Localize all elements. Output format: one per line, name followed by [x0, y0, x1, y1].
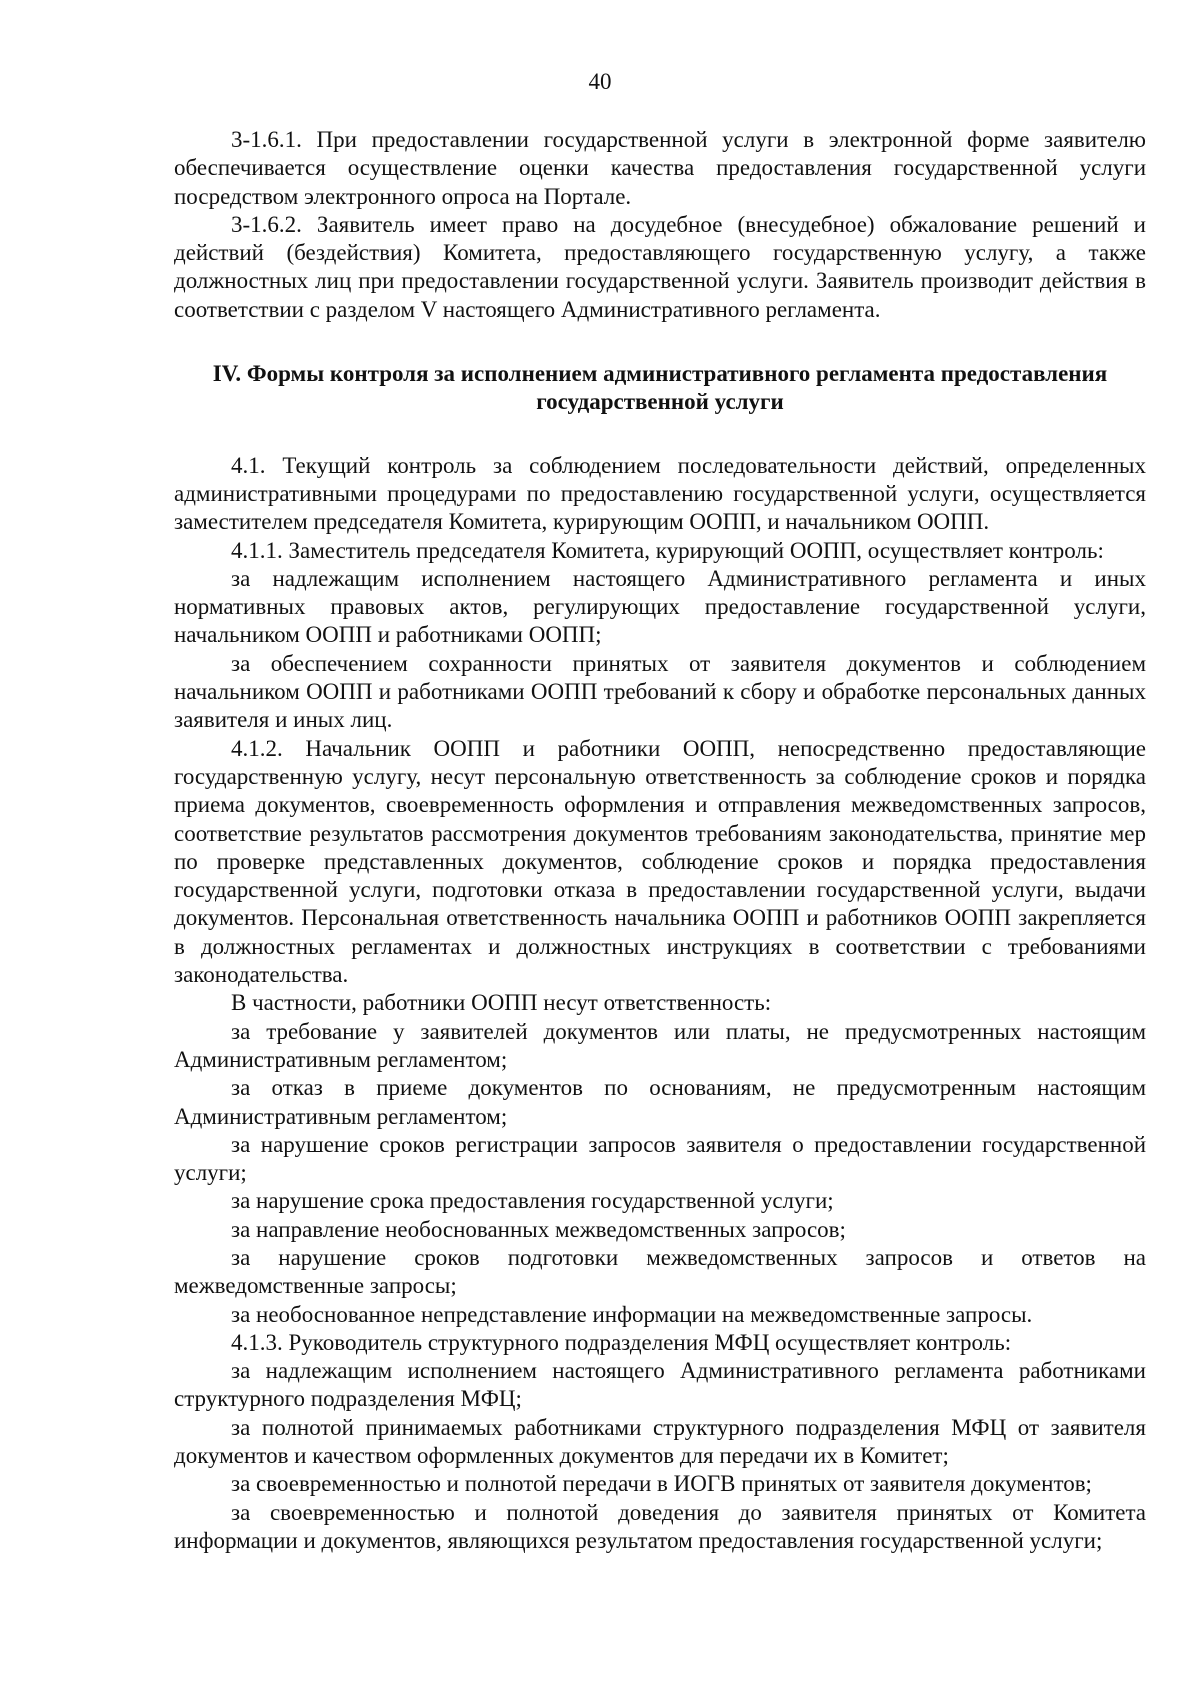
paragraph-3-1-6-2: 3-1.6.2. Заявитель имеет право на досудебное (внесудебное) обжалование решений и действий (бездействия) Комитета, предоставляющего государственную услугу, а также должностных лиц при предоставлении государственной услуги. Заявитель производит действия в соответствии с разделом V настоящего Административного регламента.	[174, 211, 1146, 322]
list-item: за необоснованное непредставление информации на межведомственные запросы.	[231, 1301, 1033, 1327]
list-item: за нарушение сроков подготовки межведомственных запросов и ответов на межведомственные запросы;	[174, 1244, 1146, 1299]
paragraph-4-1: 4.1. Текущий контроль за соблюдением последовательности действий, определенных административными процедурами по предоставлению государственной услуги, осуществляется заместителем председателя Комитета, курирующим ООПП, и начальником ООПП.	[174, 452, 1146, 535]
paragraph-responsibility-intro: В частности, работники ООПП несут ответственность:	[231, 990, 772, 1016]
list-item: за своевременностью и полнотой передачи в ИОГВ принятых от заявителя документов;	[231, 1471, 1092, 1497]
paragraph-4-1-3: 4.1.3. Руководитель структурного подразделения МФЦ осуществляет контроль:	[231, 1329, 1012, 1355]
list-item: за своевременностью и полнотой доведения до заявителя принятых от Комитета информации и документов, являющихся результатом предоставления государственной услуги;	[174, 1499, 1146, 1553]
section-heading: IV. Формы контроля за исполнением административного регламента предоставления государственной услуги	[212, 361, 1108, 415]
paragraph-4-1-2: 4.1.2. Начальник ООПП и работники ООПП, непосредственно предоставляющие государственную услугу, несут персональную ответственность за соблюдение сроков и порядка приема документов, своевременность оформления и отправления межведомственных запросов, соответствие результатов рассмотрения документов требованиям законодательства, принятие мер по проверке представленных документов, соблюдение сроков и порядка предоставления государственной услуги, подготовки отказа в предоставлении государственной услуги, выдачи документов. Персональная ответственность начальника ООПП и работников ООПП закрепляется в должностных регламентах и должностных инструкциях в соответствии с требованиями законодательства.	[174, 735, 1146, 988]
list-item: за требование у заявителей документов или платы, не предусмотренных настоящим Административным регламентом;	[174, 1018, 1146, 1072]
list-item: за нарушение срока предоставления государственной услуги;	[231, 1188, 834, 1214]
list-item: за надлежащим исполнением настоящего Административного регламента и иных нормативных правовых актов, регулирующих предоставление государственной услуги, начальником ООПП и работниками ООПП;	[174, 565, 1146, 648]
list-item: за полнотой принимаемых работниками структурного подразделения МФЦ от заявителя документов и качеством оформленных документов для передачи их в Комитет;	[174, 1414, 1146, 1469]
page-number: 40	[588, 69, 612, 94]
list-item: за надлежащим исполнением настоящего Административного регламента работниками структурного подразделения МФЦ;	[174, 1358, 1146, 1412]
list-item: за нарушение сроков регистрации запросов заявителя о предоставлении государственной услуги;	[174, 1131, 1146, 1186]
paragraph-3-1-6-1: 3-1.6.1. При предоставлении государственной услуги в электронной форме заявителю обеспечивается осуществление оценки качества предоставления государственной услуги посредством электронного опроса на Портале.	[174, 127, 1146, 209]
list-item: за отказ в приеме документов по основаниям, не предусмотренным настоящим Административным регламентом;	[174, 1075, 1146, 1129]
paragraph-4-1-1: 4.1.1. Заместитель председателя Комитета, курирующий ООПП, осуществляет контроль:	[231, 537, 1104, 563]
list-item: за направление необоснованных межведомственных запросов;	[231, 1216, 846, 1242]
document-body	[174, 126, 1146, 1555]
list-item: за обеспечением сохранности принятых от заявителя документов и соблюдением начальником ООПП и работниками ООПП требований к сбору и обработке персональных данных заявителя и иных лиц.	[174, 650, 1146, 733]
